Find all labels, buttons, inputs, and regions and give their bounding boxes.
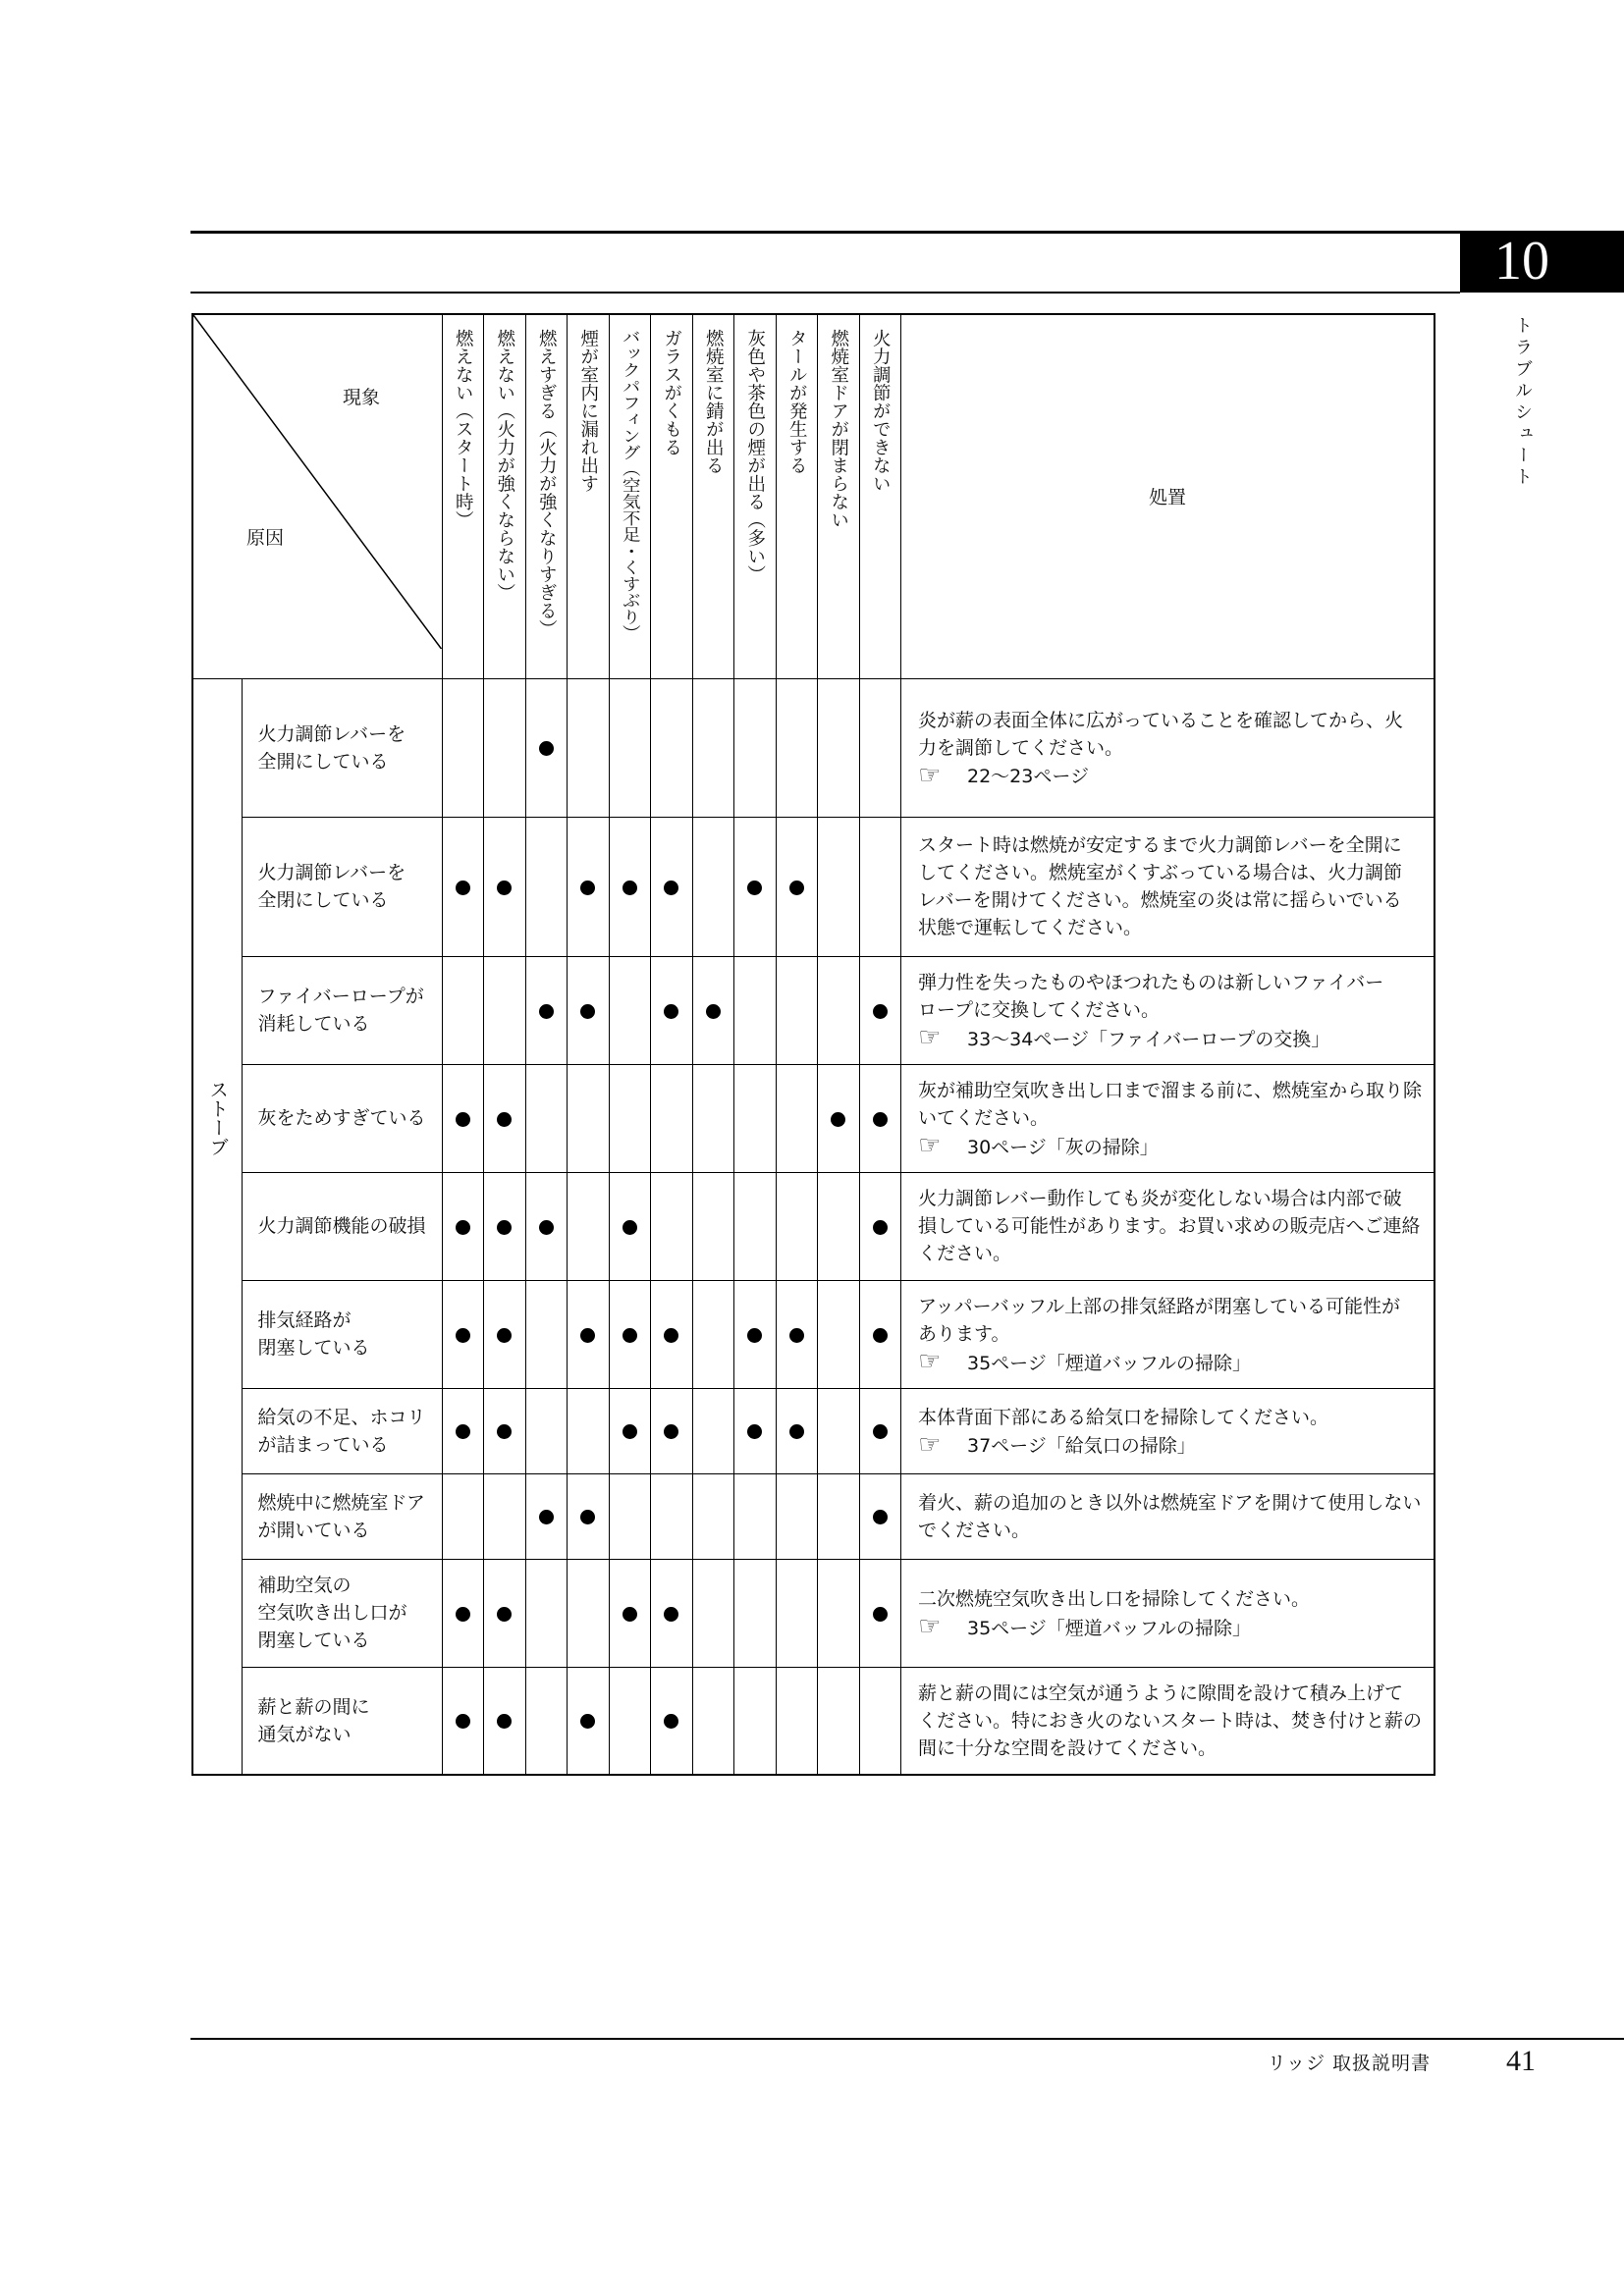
mark-dot — [623, 1607, 637, 1622]
mark-dot — [456, 881, 470, 895]
treatment-cell — [901, 817, 1435, 956]
treatment-text: スタート時は燃焼が安定するまで火力調節レバーを全開に してください。燃焼室がくすぶっている場合は、火力調節 レバーを開けてください。燃焼室の炎は常に揺らいでいる 状態で運転してください。 — [918, 834, 1403, 938]
mark-dot — [623, 881, 637, 895]
chapter-number-box — [1460, 231, 1624, 293]
symptom-header-cell — [776, 314, 818, 678]
mark-dot — [747, 1328, 762, 1343]
mark-cell — [568, 1559, 610, 1667]
mark-dot — [539, 1220, 554, 1235]
mark-dot — [664, 1424, 678, 1439]
mark-cell — [651, 1559, 693, 1667]
mark-cell — [859, 1064, 901, 1172]
mark-cell — [776, 1280, 818, 1388]
mark-cell — [859, 956, 901, 1064]
page-reference — [918, 1613, 1310, 1640]
mark-dot — [497, 1714, 512, 1729]
symptom-label: 燃焼室に錆が出る — [703, 329, 725, 474]
symptom-label: 灰色や茶色の煙が出る（多い） — [744, 329, 766, 583]
mark-cell — [776, 1473, 818, 1559]
mark-cell — [776, 1388, 818, 1473]
diagonal-header-box — [193, 315, 442, 649]
pointing-hand-icon — [918, 762, 951, 789]
treatment-cell — [901, 1172, 1435, 1280]
treatment-box — [918, 1185, 1420, 1267]
mark-cell — [609, 1559, 651, 1667]
page-reference — [918, 1024, 1383, 1051]
mark-cell — [818, 1559, 860, 1667]
mark-cell — [692, 1064, 734, 1172]
page-reference-text: 35ページ「煙道バッフルの掃除」 — [967, 1617, 1252, 1639]
category-cell — [192, 678, 242, 1775]
mark-cell — [776, 1667, 818, 1775]
mark-dot — [789, 881, 804, 895]
mark-dot — [456, 1607, 470, 1622]
table-row — [192, 1473, 1435, 1559]
mark-cell — [651, 1473, 693, 1559]
mark-dot — [873, 1328, 888, 1343]
mark-dot — [456, 1112, 470, 1127]
mark-cell — [818, 817, 860, 956]
cause-text: 給気の不足、ホコリ が詰まっている — [257, 1406, 426, 1456]
symptom-header-cell — [568, 314, 610, 678]
mark-dot — [873, 1220, 888, 1235]
mark-cell — [484, 1388, 526, 1473]
mark-cell — [484, 1559, 526, 1667]
cause-cell — [242, 1388, 442, 1473]
symptom-label: 燃えすぎる（火力が強くなりすぎる） — [536, 329, 558, 638]
cause-cell — [242, 956, 442, 1064]
cause-text: 灰をためすぎている — [257, 1107, 426, 1129]
symptom-header-cell — [609, 314, 651, 678]
mark-dot — [789, 1424, 804, 1439]
mark-cell — [568, 817, 610, 956]
cause-text: 燃焼中に燃焼室ドア が開いている — [257, 1491, 425, 1541]
mark-cell — [568, 1172, 610, 1280]
symptom-header-cell — [818, 314, 860, 678]
cause-cell — [242, 1559, 442, 1667]
pointing-hand-icon — [918, 1348, 951, 1375]
symptom-label: 煙が室内に漏れ出す — [577, 329, 599, 493]
mark-cell — [651, 956, 693, 1064]
mark-dot — [664, 1607, 678, 1622]
phenomenon-label: 現象 — [343, 387, 381, 408]
mark-cell — [734, 1559, 777, 1667]
treatment-text: 火力調節レバー動作しても炎が変化しない場合は内部で破 損している可能性があります。お買い求めの販売店へご連絡 ください。 — [918, 1188, 1421, 1264]
header-row — [192, 314, 1435, 678]
mark-cell — [525, 1473, 568, 1559]
mark-dot — [873, 1510, 888, 1524]
table-row — [192, 1559, 1435, 1667]
mark-cell — [692, 817, 734, 956]
treatment-cell — [901, 1280, 1435, 1388]
mark-dot — [747, 1424, 762, 1439]
mark-cell — [734, 817, 777, 956]
symptom-header-cell — [651, 314, 693, 678]
mark-cell — [568, 1064, 610, 1172]
page-reference — [918, 762, 1403, 789]
treatment-text: 灰が補助空気吹き出し口まで溜まる前に、燃焼室から取り除 いてください。 — [918, 1080, 1423, 1129]
mark-cell — [734, 1172, 777, 1280]
diagonal-header-cell — [192, 314, 442, 678]
mark-dot — [456, 1328, 470, 1343]
page-reference-text: 30ページ「灰の掃除」 — [967, 1136, 1159, 1158]
treatment-header: 処置 — [901, 314, 1435, 678]
mark-cell — [818, 956, 860, 1064]
table-row — [192, 1280, 1435, 1388]
mark-cell — [651, 1280, 693, 1388]
mark-cell — [859, 1473, 901, 1559]
mark-cell — [692, 678, 734, 817]
table-head — [192, 314, 1435, 678]
treatment-text: アッパーバッフル上部の排気経路が閉塞している可能性が あります。 — [918, 1296, 1400, 1345]
mark-dot — [873, 1607, 888, 1622]
pointing-hand-icon — [918, 1431, 951, 1459]
mark-cell — [525, 1559, 568, 1667]
treatment-box — [918, 1077, 1422, 1159]
chapter-title: トラブルシュート — [1512, 316, 1533, 489]
cause-text: 火力調節機能の破損 — [257, 1215, 426, 1237]
mark-cell — [776, 678, 818, 817]
mark-dot — [831, 1112, 845, 1127]
treatment-cell — [901, 1473, 1435, 1559]
treatment-box — [918, 1585, 1310, 1640]
mark-cell — [442, 1473, 484, 1559]
mark-cell — [525, 1388, 568, 1473]
treatment-cell — [901, 1667, 1435, 1775]
symptom-header-cell — [525, 314, 568, 678]
treatment-text: 弾力性を失ったものやほつれたものは新しいファイバー ロープに交換してください。 — [918, 972, 1384, 1021]
mark-cell — [818, 1280, 860, 1388]
mark-cell — [734, 1280, 777, 1388]
mark-dot — [580, 1328, 595, 1343]
mark-dot — [456, 1220, 470, 1235]
mark-cell — [651, 817, 693, 956]
mark-cell — [568, 678, 610, 817]
mark-cell — [734, 1667, 777, 1775]
mark-cell — [818, 1667, 860, 1775]
mark-cell — [651, 1667, 693, 1775]
treatment-text: 炎が薪の表面全体に広がっていることを確認してから、火 力を調節してください。 — [918, 709, 1404, 759]
mark-dot — [580, 881, 595, 895]
page-reference-text: 35ページ「煙道バッフルの掃除」 — [967, 1352, 1252, 1374]
mark-cell — [859, 678, 901, 817]
table-row — [192, 1388, 1435, 1473]
mark-cell — [525, 1064, 568, 1172]
mark-dot — [497, 1328, 512, 1343]
treatment-box — [918, 969, 1383, 1051]
mark-dot — [706, 1004, 721, 1019]
mark-cell — [442, 678, 484, 817]
mark-cell — [692, 1172, 734, 1280]
treatment-box — [918, 1404, 1328, 1459]
mark-dot — [789, 1328, 804, 1343]
page-reference — [918, 1132, 1422, 1159]
symptom-label: 火力調節ができない — [870, 329, 892, 493]
mark-dot — [497, 881, 512, 895]
table-row — [192, 1064, 1435, 1172]
mark-cell — [442, 1388, 484, 1473]
cause-cell — [242, 1280, 442, 1388]
treatment-box — [918, 707, 1403, 789]
mark-dot — [623, 1424, 637, 1439]
treatment-text: 本体背面下部にある給気口を掃除してください。 — [918, 1406, 1329, 1428]
mark-cell — [734, 1388, 777, 1473]
mark-cell — [609, 678, 651, 817]
mark-cell — [442, 1172, 484, 1280]
mark-cell — [525, 678, 568, 817]
treatment-text: 着火、薪の追加のとき以外は燃焼室ドアを開けて使用しない でください。 — [918, 1491, 1422, 1541]
mark-cell — [525, 817, 568, 956]
pointing-hand-icon — [918, 1613, 951, 1640]
mark-dot — [497, 1424, 512, 1439]
mark-cell — [484, 1473, 526, 1559]
mark-cell — [692, 956, 734, 1064]
mark-dot — [580, 1714, 595, 1729]
mark-cell — [818, 1172, 860, 1280]
mark-cell — [568, 1280, 610, 1388]
pointing-hand-icon — [918, 1024, 951, 1051]
mark-dot — [539, 1510, 554, 1524]
cause-cell — [242, 1667, 442, 1775]
cause-cell — [242, 1473, 442, 1559]
mark-cell — [776, 1172, 818, 1280]
cause-text: 火力調節レバーを 全開にしている — [257, 722, 406, 773]
mark-cell — [484, 1064, 526, 1172]
mark-cell — [859, 1280, 901, 1388]
mark-cell — [484, 678, 526, 817]
mark-cell — [734, 956, 777, 1064]
chapter-number: 10 — [1494, 231, 1549, 292]
mark-cell — [484, 956, 526, 1064]
mark-cell — [692, 1280, 734, 1388]
page-reference-text: 22～23ページ — [967, 766, 1089, 787]
mark-cell — [525, 956, 568, 1064]
mark-cell — [484, 1172, 526, 1280]
symptom-label: 燃えない（火力が強くならない） — [494, 329, 515, 602]
cause-label: 原因 — [246, 527, 285, 549]
mark-dot — [497, 1607, 512, 1622]
mark-cell — [859, 1667, 901, 1775]
footer-rule — [190, 2038, 1624, 2040]
mark-cell — [442, 1667, 484, 1775]
category-label: ストーブ — [206, 1079, 230, 1156]
mark-cell — [818, 1473, 860, 1559]
mark-cell — [651, 1388, 693, 1473]
mark-cell — [609, 956, 651, 1064]
cause-text: 排気経路が 閉塞している — [257, 1309, 370, 1359]
mark-cell — [651, 678, 693, 817]
page-number: 41 — [1506, 2045, 1536, 2077]
symptom-label: バックパフィング（空気不足・くすぶり） — [620, 329, 641, 641]
cause-text: 火力調節レバーを 全閉にしている — [257, 862, 406, 911]
mark-cell — [734, 678, 777, 817]
mark-cell — [692, 1559, 734, 1667]
table-row — [192, 817, 1435, 956]
page-reference-text: 37ページ「給気口の掃除」 — [967, 1435, 1196, 1457]
treatment-box — [918, 831, 1402, 941]
mark-dot — [580, 1510, 595, 1524]
treatment-cell — [901, 1064, 1435, 1172]
treatment-cell — [901, 1559, 1435, 1667]
page-reference — [918, 1348, 1400, 1375]
mark-dot — [456, 1424, 470, 1439]
mark-cell — [609, 817, 651, 956]
mark-cell — [568, 1473, 610, 1559]
cause-cell — [242, 1064, 442, 1172]
mark-cell — [692, 1388, 734, 1473]
mark-dot — [664, 1328, 678, 1343]
mark-cell — [484, 817, 526, 956]
cause-text: ファイバーロープが 消耗している — [257, 986, 424, 1035]
mark-cell — [692, 1667, 734, 1775]
mark-cell — [442, 1559, 484, 1667]
mark-cell — [734, 1473, 777, 1559]
diagonal-divider — [193, 315, 442, 649]
mark-cell — [859, 1172, 901, 1280]
table-container — [191, 313, 1435, 1776]
mark-cell — [568, 1667, 610, 1775]
mark-dot — [497, 1220, 512, 1235]
cause-cell — [242, 817, 442, 956]
chapter-top-rule — [190, 231, 1460, 234]
mark-cell — [818, 678, 860, 817]
mark-cell — [609, 1280, 651, 1388]
mark-dot — [873, 1112, 888, 1127]
mark-cell — [609, 1388, 651, 1473]
treatment-box — [918, 1293, 1400, 1375]
mark-cell — [442, 1064, 484, 1172]
symptom-label: タールが発生する — [786, 329, 808, 474]
table-row — [192, 678, 1435, 817]
treatment-cell — [901, 956, 1435, 1064]
treatment-box — [918, 1489, 1421, 1544]
symptom-label: 燃えない（スタート時） — [453, 329, 474, 529]
diagonal-line — [193, 315, 442, 649]
mark-cell — [776, 1064, 818, 1172]
mark-cell — [568, 956, 610, 1064]
symptom-header-cell — [859, 314, 901, 678]
table-row — [192, 1172, 1435, 1280]
table-row — [192, 1667, 1435, 1775]
cause-cell — [242, 1172, 442, 1280]
cause-text: 薪と薪の間に 通気がない — [257, 1695, 370, 1745]
symptom-label: ガラスがくもる — [661, 329, 682, 456]
mark-dot — [873, 1004, 888, 1019]
table-row — [192, 956, 1435, 1064]
mark-cell — [651, 1064, 693, 1172]
mark-cell — [525, 1667, 568, 1775]
mark-cell — [776, 1559, 818, 1667]
mark-dot — [664, 1714, 678, 1729]
page-reference — [918, 1431, 1328, 1459]
mark-cell — [818, 1388, 860, 1473]
mark-cell — [484, 1667, 526, 1775]
treatment-text: 薪と薪の間には空気が通うように隙間を設けて積み上げて ください。特におき火のないスタート時は、焚き付けと薪の 間に十分な空間を設けてください。 — [918, 1682, 1423, 1759]
symptom-header-cell — [692, 314, 734, 678]
mark-dot — [664, 881, 678, 895]
symptom-header-cell — [484, 314, 526, 678]
mark-cell — [609, 1667, 651, 1775]
chapter-bottom-rule — [190, 292, 1460, 294]
mark-cell — [859, 1388, 901, 1473]
mark-dot — [873, 1424, 888, 1439]
mark-cell — [859, 817, 901, 956]
symptom-label: 燃焼室ドアが閉まらない — [828, 329, 849, 529]
mark-dot — [539, 1004, 554, 1019]
mark-dot — [497, 1112, 512, 1127]
table-body — [192, 678, 1435, 1775]
mark-cell — [776, 817, 818, 956]
mark-cell — [484, 1280, 526, 1388]
cause-cell — [242, 678, 442, 817]
mark-cell — [609, 1473, 651, 1559]
mark-cell — [525, 1280, 568, 1388]
mark-dot — [456, 1714, 470, 1729]
symptom-header-cell — [442, 314, 484, 678]
mark-dot — [623, 1220, 637, 1235]
mark-cell — [859, 1559, 901, 1667]
cause-text: 補助空気の 空気吹き出し口が 閉塞している — [257, 1575, 407, 1651]
footer-manual-title: リッジ 取扱説明書 — [1267, 2053, 1431, 2074]
mark-dot — [664, 1004, 678, 1019]
mark-cell — [692, 1473, 734, 1559]
mark-cell — [651, 1172, 693, 1280]
mark-cell — [609, 1064, 651, 1172]
treatment-cell — [901, 1388, 1435, 1473]
mark-cell — [442, 1280, 484, 1388]
mark-cell — [442, 817, 484, 956]
page-reference-text: 33～34ページ「ファイバーロープの交換」 — [967, 1028, 1330, 1050]
mark-dot — [580, 1004, 595, 1019]
mark-cell — [442, 956, 484, 1064]
treatment-box — [918, 1680, 1422, 1762]
mark-dot — [539, 741, 554, 756]
mark-cell — [818, 1064, 860, 1172]
troubleshooting-table — [191, 313, 1435, 1776]
mark-cell — [776, 956, 818, 1064]
mark-cell — [734, 1064, 777, 1172]
symptom-header-cell — [734, 314, 777, 678]
treatment-cell — [901, 678, 1435, 817]
mark-dot — [747, 881, 762, 895]
treatment-text: 二次燃焼空気吹き出し口を掃除してください。 — [918, 1588, 1311, 1610]
pointing-hand-icon — [918, 1132, 951, 1159]
mark-cell — [568, 1388, 610, 1473]
mark-cell — [525, 1172, 568, 1280]
mark-dot — [623, 1328, 637, 1343]
mark-cell — [609, 1172, 651, 1280]
